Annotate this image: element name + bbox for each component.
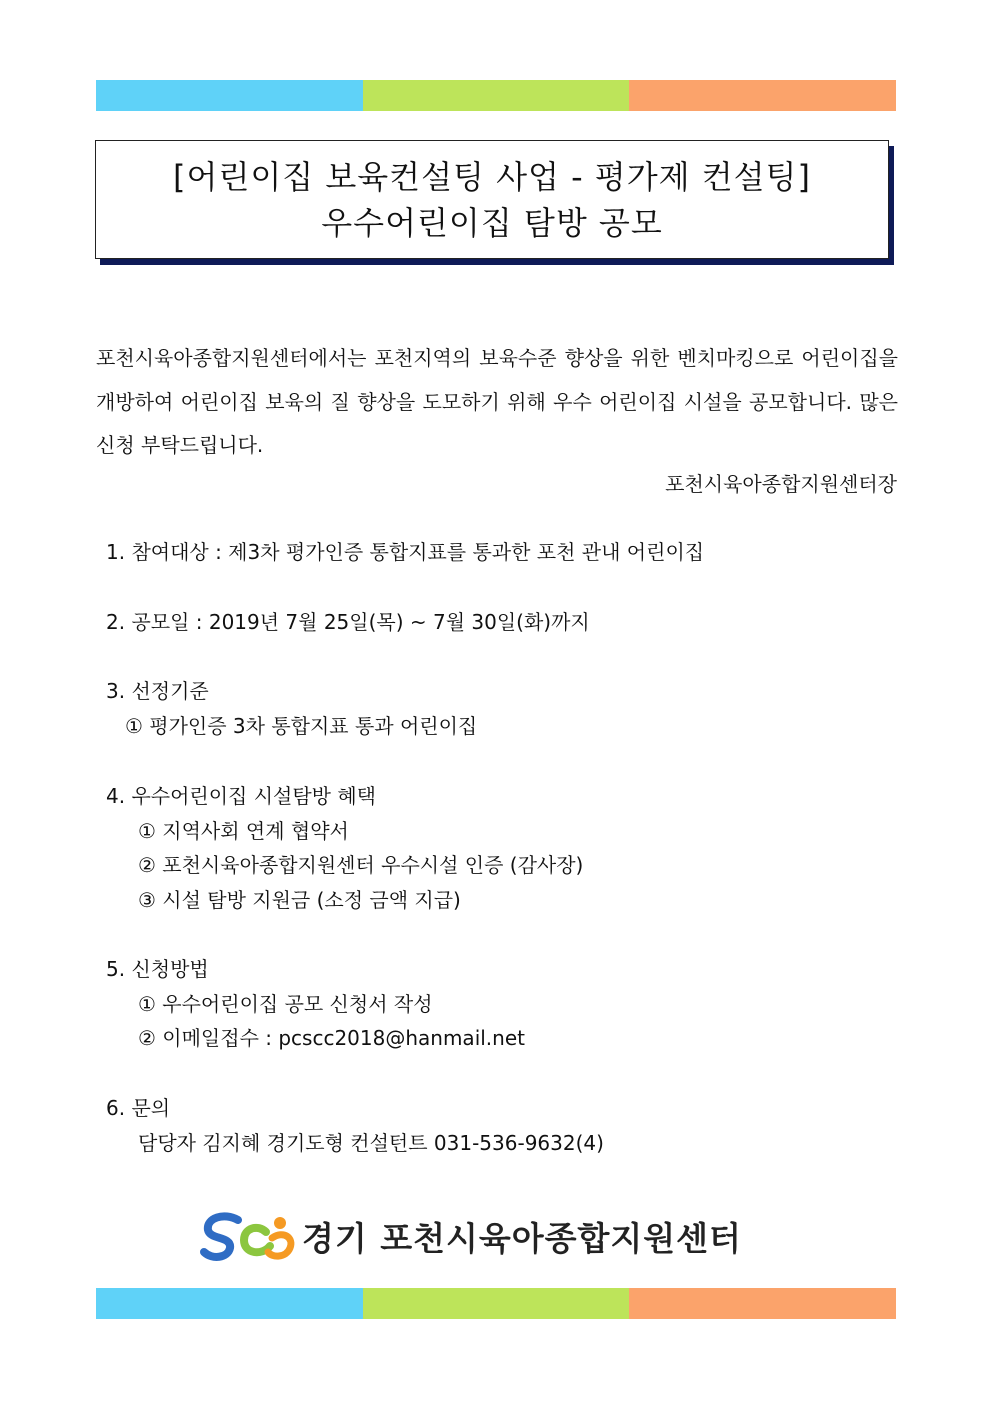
center-logo-icon: [200, 1208, 296, 1264]
section-application: [106, 952, 525, 1056]
footer-logo: [200, 1206, 742, 1266]
color-bar-orange-segment: [629, 1288, 896, 1319]
color-bar-orange-segment: [629, 80, 896, 111]
title-line-1: [어린이집 보육컨설팅 사업 - 평가제 컨설팅]: [173, 157, 811, 196]
section-participants: [106, 535, 704, 570]
color-bar-green-segment: [363, 1288, 630, 1319]
section-heading: 5. 신청방법: [106, 957, 209, 981]
section-item: ① 우수어린이집 공모 신청서 작성: [138, 991, 433, 1016]
section-item: ③ 시설 탐방 지원금 (소정 금액 지급): [138, 887, 461, 912]
section-heading: 6. 문의: [106, 1096, 171, 1120]
color-bar-green-segment: [363, 80, 630, 111]
section-contact: [106, 1091, 604, 1160]
section-item: ① 평가인증 3차 통합지표 통과 어린이집: [125, 713, 478, 738]
title-box: [95, 140, 889, 259]
footer-org-name: 경기 포천시육아종합지원센터: [302, 1218, 742, 1258]
section-heading: 1. 참여대상 : 제3차 평가인증 통합지표를 통과한 포천 관내 어린이집: [106, 540, 705, 564]
top-color-bar: [96, 80, 896, 111]
signature: 포천시육아종합지원센터장: [665, 472, 897, 496]
section-criteria: [106, 674, 477, 743]
section-period: [106, 605, 590, 640]
section-heading: 3. 선정기준: [106, 679, 209, 703]
section-benefits: [106, 779, 583, 917]
section-heading: 4. 우수어린이집 시설탐방 혜택: [106, 784, 376, 808]
section-item: ② 포천시육아종합지원센터 우수시설 인증 (감사장): [138, 853, 584, 877]
contact-line: 담당자 김지혜 경기도형 컨설턴트 031-536-9632(4): [138, 1130, 604, 1155]
section-heading: 2. 공모일 : 2019년 7월 25일(목) ~ 7월 30일(화)까지: [106, 610, 590, 634]
title-line-2: 우수어린이집 탐방 공모: [321, 203, 663, 242]
intro-paragraph: 포천시육아종합지원센터에서는 포천지역의 보육수준 향상을 위한 벤치마킹으로 어린이집을 개방하여 어린이집 보육의 질 향상을 도모하기 위해 우수 어린이집 시설을 공모합니다. 많은 신청 부탁드립니다.: [96, 346, 898, 457]
color-bar-blue-segment: [96, 80, 363, 111]
color-bar-blue-segment: [96, 1288, 363, 1319]
bottom-color-bar: [96, 1288, 896, 1319]
section-item email-item: ② 이메일접수 : pcscc2018@hanmail.net: [138, 1026, 525, 1050]
section-item: ① 지역사회 연계 협약서: [138, 818, 349, 843]
